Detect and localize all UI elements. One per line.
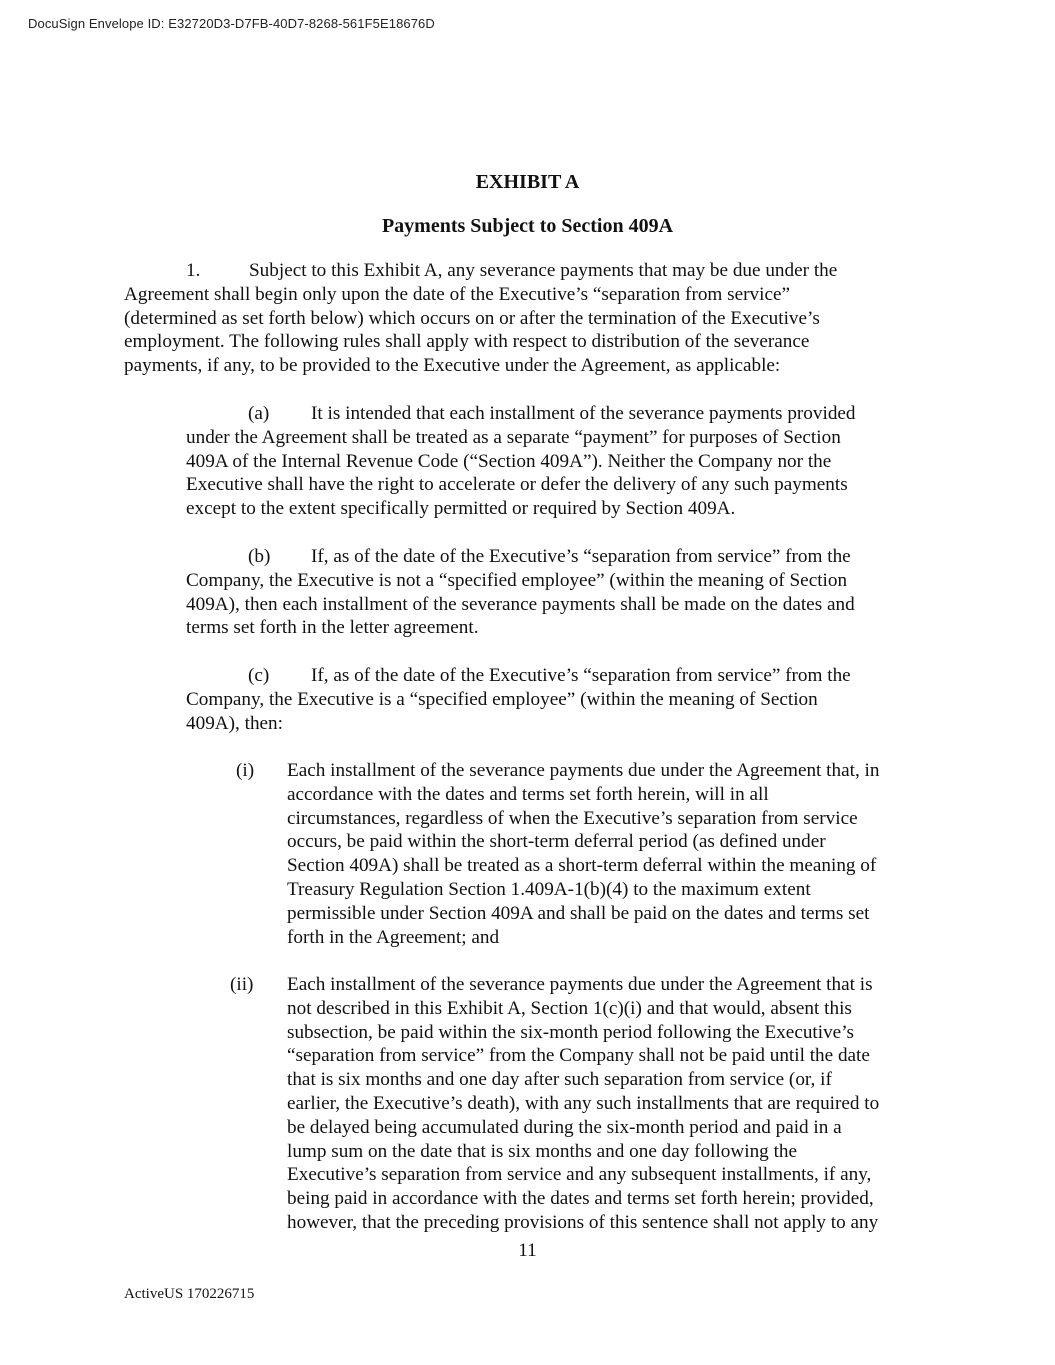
item-i-line: circumstances, regardless of when the Executive’s separation from service bbox=[287, 807, 858, 829]
item-ii-line: however, that the preceding provisions of this sentence shall not apply to any bbox=[287, 1211, 879, 1233]
item-i-line: Section 409A) shall be treated as a short-term deferral within the meaning of bbox=[287, 855, 877, 877]
item-i-label: (i) bbox=[236, 760, 255, 781]
item-i-paragraph bbox=[287, 759, 947, 949]
item-ii-line: Each installment of the severance payments due under the Agreement that is bbox=[287, 974, 873, 995]
item-ii-line: that is six months and one day after such separation from service (or, if bbox=[287, 1069, 832, 1091]
item-i-line: forth in the Agreement; and bbox=[287, 926, 500, 948]
paragraph-a-line: Executive shall have the right to accelerate or defer the delivery of any such payments bbox=[186, 474, 848, 496]
section-1-line: 1. Subject to this Exhibit A, any severance payments that may be due under the bbox=[186, 260, 838, 281]
item-ii-label: (ii) bbox=[230, 974, 254, 995]
paragraph-a-line: 409A of the Internal Revenue Code (“Section 409A”). Neither the Company nor the bbox=[186, 450, 832, 472]
paragraph-b-line: 409A), then each installment of the severance payments shall be made on the dates and bbox=[186, 593, 855, 615]
section-1-line: (determined as set forth below) which occurs on or after the termination of the Executive’s bbox=[124, 307, 820, 329]
paragraph-b-line: Company, the Executive is not a “specified employee” (within the meaning of Section bbox=[186, 569, 848, 591]
item-ii-line: subsection, be paid within the six-month period following the Executive’s bbox=[287, 1021, 854, 1043]
paragraph-a-line: under the Agreement shall be treated as a separate “payment” for purposes of Section bbox=[186, 426, 841, 448]
item-i-line: permissible under Section 409A and shall be paid on the dates and terms set bbox=[287, 902, 870, 924]
item-ii-line: being paid in accordance with the dates and terms set forth herein; provided, bbox=[287, 1188, 874, 1210]
paragraph-c-line: 409A), then: bbox=[186, 712, 283, 734]
page-number: 11 bbox=[518, 1240, 537, 1261]
item-i-line: Treasury Regulation Section 1.409A-1(b)(4) to the maximum extent bbox=[287, 878, 811, 900]
paragraph-c-line: Company, the Executive is a “specified employee” (within the meaning of Section bbox=[186, 688, 818, 710]
paragraph-a-line: (a) It is intended that each installment of the severance payments provided bbox=[248, 403, 856, 424]
item-ii-line: Executive’s separation from service and any subsequent installments, if any, bbox=[287, 1164, 872, 1186]
paragraph-b bbox=[186, 545, 946, 640]
item-ii-line: earlier, the Executive’s death), with any such installments that are required to bbox=[287, 1092, 880, 1114]
item-i-line: Each installment of the severance payments due under the Agreement that, in bbox=[287, 760, 880, 781]
paragraph-c bbox=[186, 664, 946, 735]
item-i-line: accordance with the dates and terms set forth herein, will in all bbox=[287, 783, 769, 805]
item-ii-line: be delayed being accumulated during the six-month period and paid in a bbox=[287, 1116, 842, 1138]
item-i-line: occurs, be paid within the short-term deferral period (as defined under bbox=[287, 831, 826, 853]
exhibit-heading: EXHIBIT A bbox=[475, 171, 580, 193]
exhibit-subheading: Payments Subject to Section 409A bbox=[381, 215, 674, 237]
item-ii-line: “separation from service” from the Company shall not be paid until the date bbox=[287, 1045, 870, 1067]
item-ii-line: lump sum on the date that is six months and one day following the bbox=[287, 1140, 798, 1162]
section-1-number: 1. bbox=[186, 260, 201, 281]
paragraph-b-line: terms set forth in the letter agreement. bbox=[186, 617, 479, 639]
item-ii-line: not described in this Exhibit A, Section 1(c)(i) and that would, absent this bbox=[287, 997, 852, 1019]
section-1-paragraph bbox=[124, 259, 944, 378]
paragraph-b-label: (b) bbox=[248, 546, 271, 567]
document-footer-id: ActiveUS 170226715 bbox=[124, 1286, 255, 1302]
section-1-line: Agreement shall begin only upon the date of the Executive’s “separation from service” bbox=[124, 283, 790, 305]
paragraph-a-label: (a) bbox=[248, 403, 270, 424]
paragraph-c-line: (c) If, as of the date of the Executive’s “separation from service” from the bbox=[248, 665, 851, 686]
section-1-line: payments, if any, to be provided to the Executive under the Agreement, as applicable: bbox=[124, 355, 781, 377]
paragraph-a bbox=[186, 402, 946, 521]
paragraph-c-label: (c) bbox=[248, 665, 270, 686]
paragraph-b-line: (b) If, as of the date of the Executive’s “separation from service” from the bbox=[248, 546, 851, 567]
paragraph-a-line: except to the extent specifically permitted or required by Section 409A. bbox=[186, 498, 736, 520]
docusign-envelope-id: DocuSign Envelope ID: E32720D3-D7FB-40D7-8268-561F5E18676D bbox=[28, 16, 435, 31]
item-ii-paragraph bbox=[287, 973, 947, 1235]
section-1-line: employment. The following rules shall apply with respect to distribution of the severance bbox=[124, 331, 810, 353]
